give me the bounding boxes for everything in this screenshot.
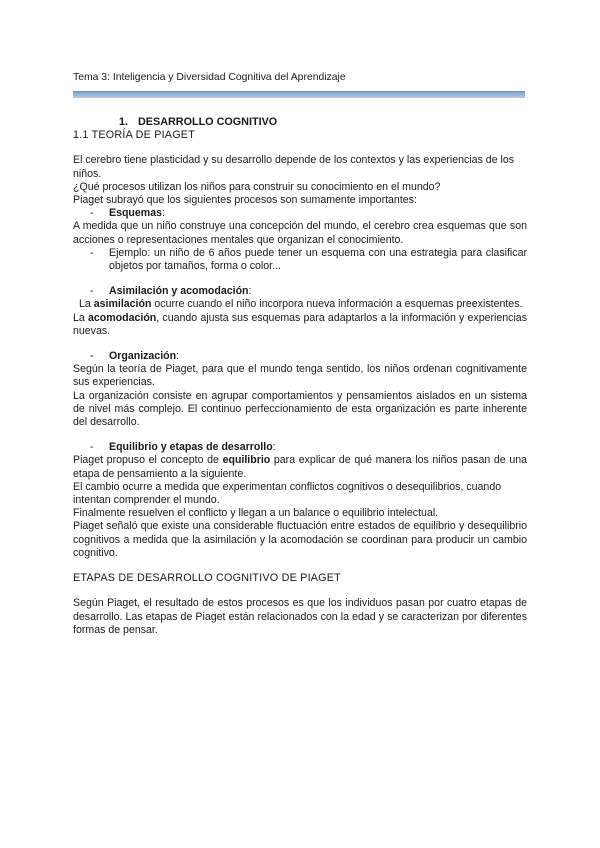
- esquemas-heading: - Esquemas:: [90, 207, 165, 220]
- etapas-heading: ETAPAS DE DESARROLLO COGNITIVO DE PIAGET: [73, 572, 341, 585]
- equilibrio-text-3: Finalmente resuelven el conflicto y llegan a un balance o equilibrio intelectual.: [73, 507, 439, 520]
- intro-paragraph-3: Piaget subrayó que los siguientes procesos son sumamente importantes:: [73, 194, 417, 207]
- section-heading: [119, 116, 527, 129]
- organizacion-heading: - Organización:: [90, 350, 180, 363]
- equilibrio-text-4: Piaget señaló que existe una considerable fluctuación entre estados de equilibrio y desequilibrio cognitivos a medida que la asimilación y la acomodación se coordinan para producir un cambio cognitivo.: [73, 520, 527, 559]
- esquemas-text: A medida que un niño construye una concepción del mundo, el cerebro crea esquemas que son acciones o representaciones mentales que organizan el conocimiento.: [73, 220, 527, 246]
- organizacion-text-1: Según la teoría de Piaget, para que el mundo tenga sentido, los niños ordenan cognitivamente sus experiencias.: [73, 363, 527, 389]
- subsection-heading: 1.1 TEORÍA DE PIAGET: [73, 129, 196, 142]
- header-rule: [73, 91, 525, 98]
- document-body: [73, 116, 527, 637]
- equilibrio-text-2: El cambio ocurre a medida que experimentan conflictos cognitivos o desequilibrios, cuando intentan comprender el mundo.: [73, 480, 502, 507]
- acomodacion-text: La acomodación, cuando ajusta sus esquemas para adaptarlos a la información y experiencias nuevas.: [73, 311, 527, 337]
- equilibrio-heading: - Equilibrio y etapas de desarrollo:: [90, 441, 276, 454]
- equilibrio-text-1: Piaget propuso el concepto de equilibrio para explicar de qué manera los niños pasan de una etapa de pensamiento a la siguiente.: [73, 454, 527, 480]
- page-header: Tema 3: Inteligencia y Diversidad Cognitiva del Aprendizaje: [73, 72, 346, 83]
- organizacion-text-2: La organización consiste en agrupar comportamientos y pensamientos aislados en un sistema de nivel más complejo. El continuo perfeccionamiento de esta organización es parte inherente del desarrollo.: [73, 389, 527, 429]
- esquemas-example: - Ejemplo: un niño de 6 años puede tener un esquema con una estrategia para clasificar objetos por tamaños, forma o color...: [90, 246, 527, 273]
- intro-paragraph-1: El cerebro tiene plasticidad y su desarrollo depende de los contextos y las experiencias de los niños.: [73, 154, 515, 180]
- section-number: 1.: [119, 116, 129, 128]
- asimilacion-text: La asimilación ocurre cuando el niño incorpora nueva información a esquemas preexistentes.: [79, 298, 523, 311]
- asimilacion-heading: - Asimilación y acomodación:: [90, 285, 252, 298]
- etapas-text: Según Piaget, el resultado de estos procesos es que los individuos pasan por cuatro etapas de desarrollo. Las etapas de Piaget están relacionados con la edad y se caracterizan por diferentes formas de pensar.: [73, 597, 527, 636]
- section-title: DESARROLLO COGNITIVO: [138, 116, 278, 128]
- intro-question: ¿Qué procesos utilizan los niños para construir su conocimiento en el mundo?: [73, 180, 441, 193]
